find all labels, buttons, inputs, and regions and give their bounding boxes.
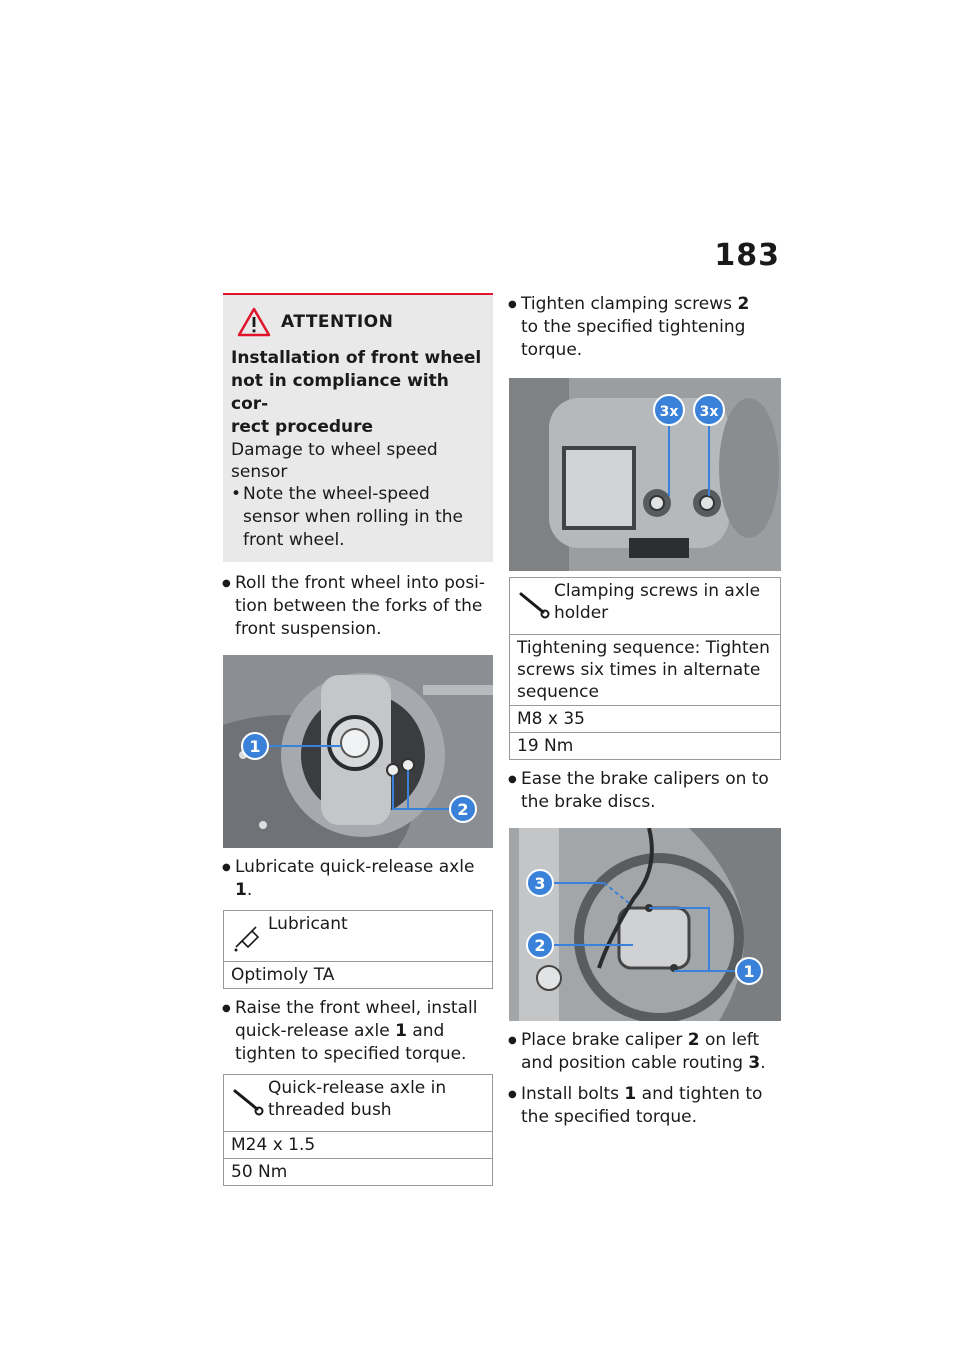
step-text: Lubricate quick-release axle xyxy=(235,857,475,877)
step-text: and xyxy=(406,1021,445,1041)
step-install-axle xyxy=(223,997,493,1066)
spec-sequence xyxy=(510,635,781,706)
spec-value: 19 Nm xyxy=(510,733,781,760)
step-text: Place brake caliper xyxy=(521,1030,688,1050)
callout-label: 3x xyxy=(699,404,719,420)
spec-head-label: Quick-release axle in xyxy=(268,1078,447,1098)
step-line: front suspension. xyxy=(235,619,382,639)
step-text: quick-release axle xyxy=(235,1021,396,1041)
callout-label: 2 xyxy=(534,936,546,955)
photo-front-axle xyxy=(223,655,493,848)
step-line: torque. xyxy=(521,340,583,360)
photo-axle-holder xyxy=(509,378,781,571)
step-ease-calipers xyxy=(509,768,781,814)
spec-sequence-line: sequence xyxy=(517,682,599,702)
step-install-bolts xyxy=(509,1083,781,1129)
callout-label: 2 xyxy=(457,800,469,819)
spec-head-label: holder xyxy=(554,603,609,623)
step-line: the brake discs. xyxy=(521,792,656,812)
attention-heading-line: rect procedure xyxy=(231,417,374,437)
step-text: on left xyxy=(699,1030,760,1050)
spec-head-label: Lubricant xyxy=(268,914,348,934)
step-text: . xyxy=(760,1053,766,1073)
step-ref: 1 xyxy=(235,880,247,900)
attention-instruction-line: sensor when rolling in the xyxy=(243,507,464,527)
step-text: Install bolts xyxy=(521,1084,625,1104)
spec-table-axle-torque xyxy=(223,1074,493,1186)
spec-sequence-line: screws six times in alternate xyxy=(517,660,761,680)
right-column xyxy=(509,293,781,1137)
attention-heading-line: Installation of front wheel xyxy=(231,348,482,368)
attention-heading-line: not in compliance with cor- xyxy=(231,371,449,414)
spec-value: Optimoly TA xyxy=(224,962,493,989)
step-line: ● Roll the front wheel into posi- xyxy=(235,573,486,593)
step-ref: 2 xyxy=(737,294,750,314)
warning-triangle-icon xyxy=(237,307,271,337)
attention-consequence-line: sensor xyxy=(231,462,288,482)
spec-value: 50 Nm xyxy=(224,1159,493,1186)
callout-label: 3x xyxy=(659,404,679,420)
spec-value: M24 x 1.5 xyxy=(224,1132,493,1159)
attention-box xyxy=(223,293,493,562)
attention-title: ATTENTION xyxy=(281,312,394,332)
spec-head xyxy=(224,911,493,962)
step-line: tion between the forks of the xyxy=(235,596,483,616)
step-text: and tighten to xyxy=(636,1084,763,1104)
attention-instruction-line: • Note the wheel-speed xyxy=(243,484,430,504)
step-place-caliper xyxy=(509,1029,781,1075)
step-line: tighten to specified torque. xyxy=(235,1044,467,1064)
attention-instruction xyxy=(231,483,485,552)
step-tighten-clamping-screws xyxy=(509,293,781,362)
left-column xyxy=(223,293,493,1192)
callout-label: 1 xyxy=(743,962,755,981)
step-roll-wheel xyxy=(223,572,493,641)
page-number: 183 xyxy=(714,238,780,273)
callout-label: 3 xyxy=(534,874,546,893)
photo-brake-caliper xyxy=(509,828,781,1021)
step-line: ● Raise the front wheel, install xyxy=(235,998,478,1018)
torque-wrench-icon xyxy=(232,1085,264,1117)
step-text: and position cable routing xyxy=(521,1053,749,1073)
attention-consequence-line: Damage to wheel speed xyxy=(231,440,438,460)
step-text: Tighten clamping screws xyxy=(521,294,738,314)
spec-head-label: Clamping screws in axle xyxy=(554,581,761,601)
spec-head xyxy=(224,1075,493,1132)
step-text: . xyxy=(246,880,253,900)
attention-instruction-line: front wheel. xyxy=(243,530,345,550)
callout-label: 1 xyxy=(249,737,261,756)
step-line: to the specified tightening xyxy=(521,317,746,337)
spec-value: M8 x 35 xyxy=(510,706,781,733)
spec-table-clamping-screws xyxy=(509,577,781,760)
step-ref: 2 xyxy=(687,1030,700,1050)
step-ref: 1 xyxy=(624,1084,637,1104)
lubricant-icon xyxy=(232,921,264,953)
spec-sequence-line: Tightening sequence: Tighten xyxy=(517,638,770,658)
step-lubricate-axle xyxy=(223,856,493,902)
step-ref: 1 xyxy=(395,1021,407,1041)
torque-wrench-icon xyxy=(518,588,550,620)
spec-table-lubricant xyxy=(223,910,493,989)
step-line: ● Ease the brake calipers on to xyxy=(521,769,769,789)
step-line: the specified torque. xyxy=(521,1107,698,1127)
attention-header xyxy=(237,307,485,337)
spec-head-label: threaded bush xyxy=(268,1100,392,1120)
spec-head xyxy=(510,578,781,635)
step-ref: 3 xyxy=(748,1053,761,1073)
